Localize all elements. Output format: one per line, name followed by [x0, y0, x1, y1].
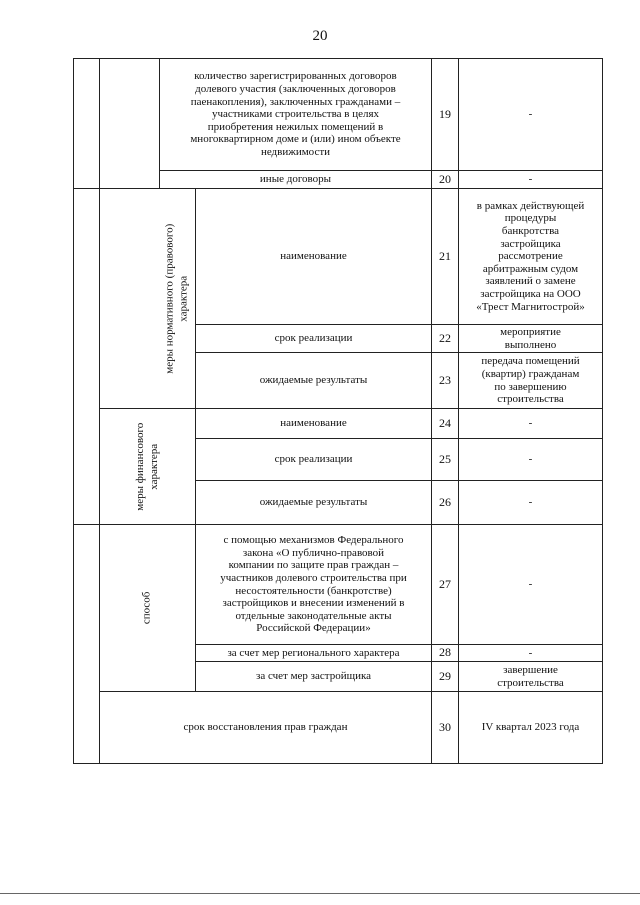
- row-label: количество зарегистрированных договоров долевого участия (заключенных договоров паенакопления), заключенных гражданами – участниками строительства в целях приобретения нежилых помещений в многоквартирном доме и (или) ином объекте недвижимости: [160, 59, 432, 171]
- table-row: [74, 189, 603, 325]
- row-label: ожидаемые результаты: [196, 481, 432, 525]
- row-number: 26: [432, 481, 459, 525]
- row-number: 28: [432, 645, 459, 662]
- row-number: 19: [432, 59, 459, 171]
- row-number: 21: [432, 189, 459, 325]
- row-value: -: [459, 481, 603, 525]
- empty-cell: [74, 59, 100, 189]
- row-label: срок реализации: [196, 325, 432, 353]
- row-number: 24: [432, 409, 459, 439]
- row-label: наименование: [196, 409, 432, 439]
- row-value: -: [459, 171, 603, 189]
- planned-section-title: [74, 525, 100, 764]
- page-bottom-rule: [0, 893, 640, 894]
- page-number: 20: [312, 28, 328, 44]
- row-value: IV квартал 2023 года: [459, 692, 603, 764]
- empty-cell: [100, 59, 160, 189]
- row-label: ожидаемые результаты: [196, 353, 432, 409]
- table-row: [74, 59, 603, 171]
- rights-restoration-table: [73, 58, 603, 764]
- row-value: мероприятие выполнено: [459, 325, 603, 353]
- row-number: 29: [432, 662, 459, 692]
- row-value: в рамках действующей процедуры банкротства застройщика рассмотрение арбитражным судом заявлений о замене застройщика на ООО «Трест Магнитострой»: [459, 189, 603, 325]
- row-value: завершение строительства: [459, 662, 603, 692]
- financial-measures-label: меры финансового характера: [100, 409, 196, 525]
- row-value: передача помещений (квартир) гражданам по завершению строительства: [459, 353, 603, 409]
- table-row: [74, 692, 603, 764]
- row-label: с помощью механизмов Федерального закона «О публично-правовой компании по защите прав граждан – участников долевого строительства при несостоятельности (банкротстве) застройщиков и внесении изменений в отдельные законодательные акты Российской Федерации»: [196, 525, 432, 645]
- row-label: за счет мер регионального характера: [196, 645, 432, 662]
- row-label: иные договоры: [160, 171, 432, 189]
- row-label: срок восстановления прав граждан: [100, 692, 432, 764]
- row-number: 25: [432, 439, 459, 481]
- measures-section-title: [74, 189, 100, 525]
- normative-measures-label: меры нормативного (правового) характера: [100, 189, 196, 409]
- row-label: срок реализации: [196, 439, 432, 481]
- row-value: -: [459, 525, 603, 645]
- table-row: [74, 525, 603, 645]
- row-number: 23: [432, 353, 459, 409]
- row-value: -: [459, 409, 603, 439]
- row-value: -: [459, 645, 603, 662]
- table-row: [74, 409, 603, 439]
- row-number: 20: [432, 171, 459, 189]
- row-value: -: [459, 59, 603, 171]
- row-number: 22: [432, 325, 459, 353]
- row-value: -: [459, 439, 603, 481]
- method-label: способ: [100, 525, 196, 692]
- row-label: за счет мер застройщика: [196, 662, 432, 692]
- row-number: 30: [432, 692, 459, 764]
- row-label: наименование: [196, 189, 432, 325]
- row-number: 27: [432, 525, 459, 645]
